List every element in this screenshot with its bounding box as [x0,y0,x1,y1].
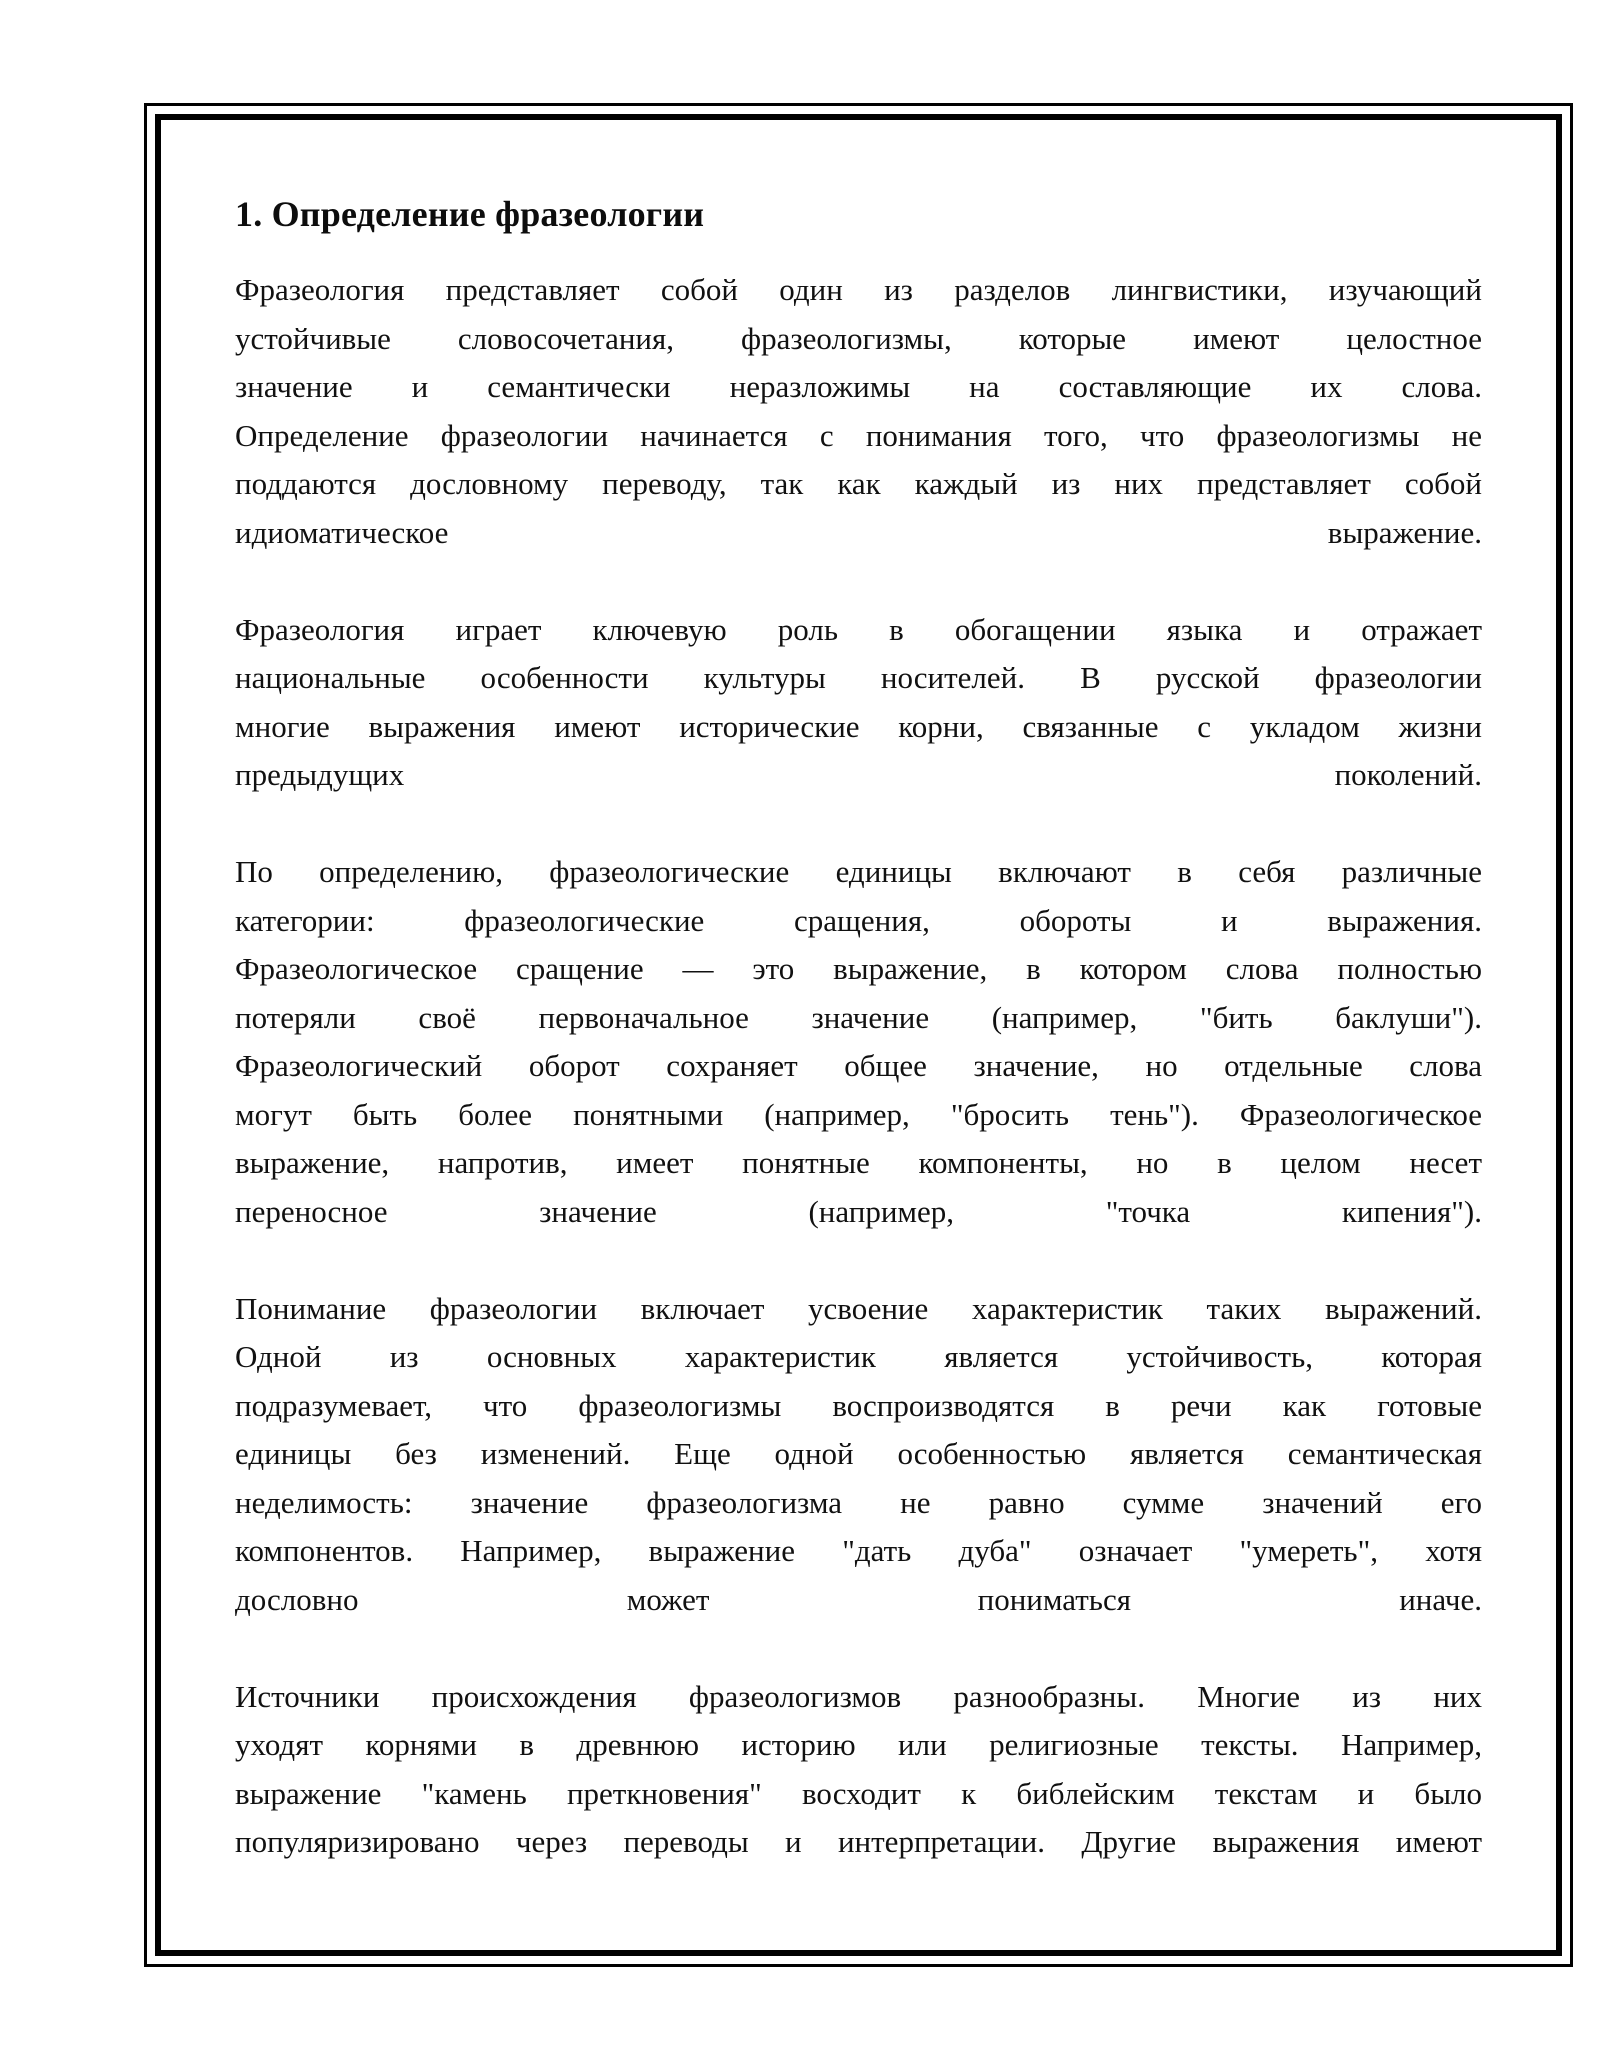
text-line: Одной из основных характеристик является устойчивость, которая [235,1339,1482,1374]
text-line: могут быть более понятными (например, "бросить тень"). Фразеологическое [235,1096,1482,1132]
text-line: многие выражения имеют исторические корни, связанные с укладом жизни [235,708,1482,744]
document-page [161,120,1556,1867]
page-border-inner [155,114,1562,1956]
text-line: Фразеология играет ключевую роль в обогащении языка и отражает [235,611,1482,647]
text-line: значение и семантически неразложимы на составляющие их слова. [235,369,1482,404]
text-line: дословно может пониматься иначе. [235,1581,1482,1617]
text-line: Фразеологическое сращение — это выражение, в котором слова полностью [235,951,1482,986]
page-border-outer [144,103,1573,1967]
paragraph [235,1673,1482,1867]
text-line: идиоматическое выражение. [235,514,1482,550]
text-line: выражение "камень преткновения" восходит к библейским текстам и было [235,1775,1482,1811]
text-line: Источники происхождения фразеологизмов разнообразны. Многие из них [235,1678,1482,1714]
text-line: предыдущих поколений. [235,757,1482,792]
text-line: выражение, напротив, имеет понятные компоненты, но в целом несет [235,1145,1482,1180]
paragraph [235,848,1482,1236]
paragraph [235,266,1482,557]
text-line: единицы без изменений. Еще одной особенностью является семантическая [235,1436,1482,1471]
text-line: потеряли своё первоначальное значение (например, "бить баклуши"). [235,999,1482,1035]
document-body [235,266,1482,1867]
text-line: Фразеология представляет собой один из разделов лингвистики, изучающий [235,272,1482,307]
text-line: компонентов. Например, выражение "дать дуба" означает "умереть", хотя [235,1533,1482,1568]
text-line: национальные особенности культуры носителей. В русской фразеологии [235,660,1482,695]
paragraph [235,1285,1482,1625]
text-line: Фразеологический оборот сохраняет общее значение, но отдельные слова [235,1048,1482,1083]
text-line: переносное значение (например, "точка кипения"). [235,1193,1482,1229]
paragraph [235,606,1482,800]
text-line: устойчивые словосочетания, фразеологизмы, которые имеют целостное [235,320,1482,356]
text-line: Понимание фразеологии включает усвоение характеристик таких выражений. [235,1290,1482,1326]
text-line: категории: фразеологические сращения, обороты и выражения. [235,902,1482,938]
section-heading: 1. Определение фразеологии [235,194,705,234]
text-line: неделимость: значение фразеологизма не равно сумме значений его [235,1484,1482,1520]
text-line: поддаются дословному переводу, так как каждый из них представляет собой [235,466,1482,501]
text-line: уходят корнями в древнюю историю или религиозные тексты. Например, [235,1727,1482,1762]
text-line: По определению, фразеологические единицы включают в себя различные [235,854,1482,889]
text-line: подразумевает, что фразеологизмы воспроизводятся в речи как готовые [235,1387,1482,1423]
text-line: популяризировано через переводы и интерпретации. Другие выражения имеют [235,1824,1482,1859]
text-line: Определение фразеологии начинается с понимания того, что фразеологизмы не [235,417,1482,453]
